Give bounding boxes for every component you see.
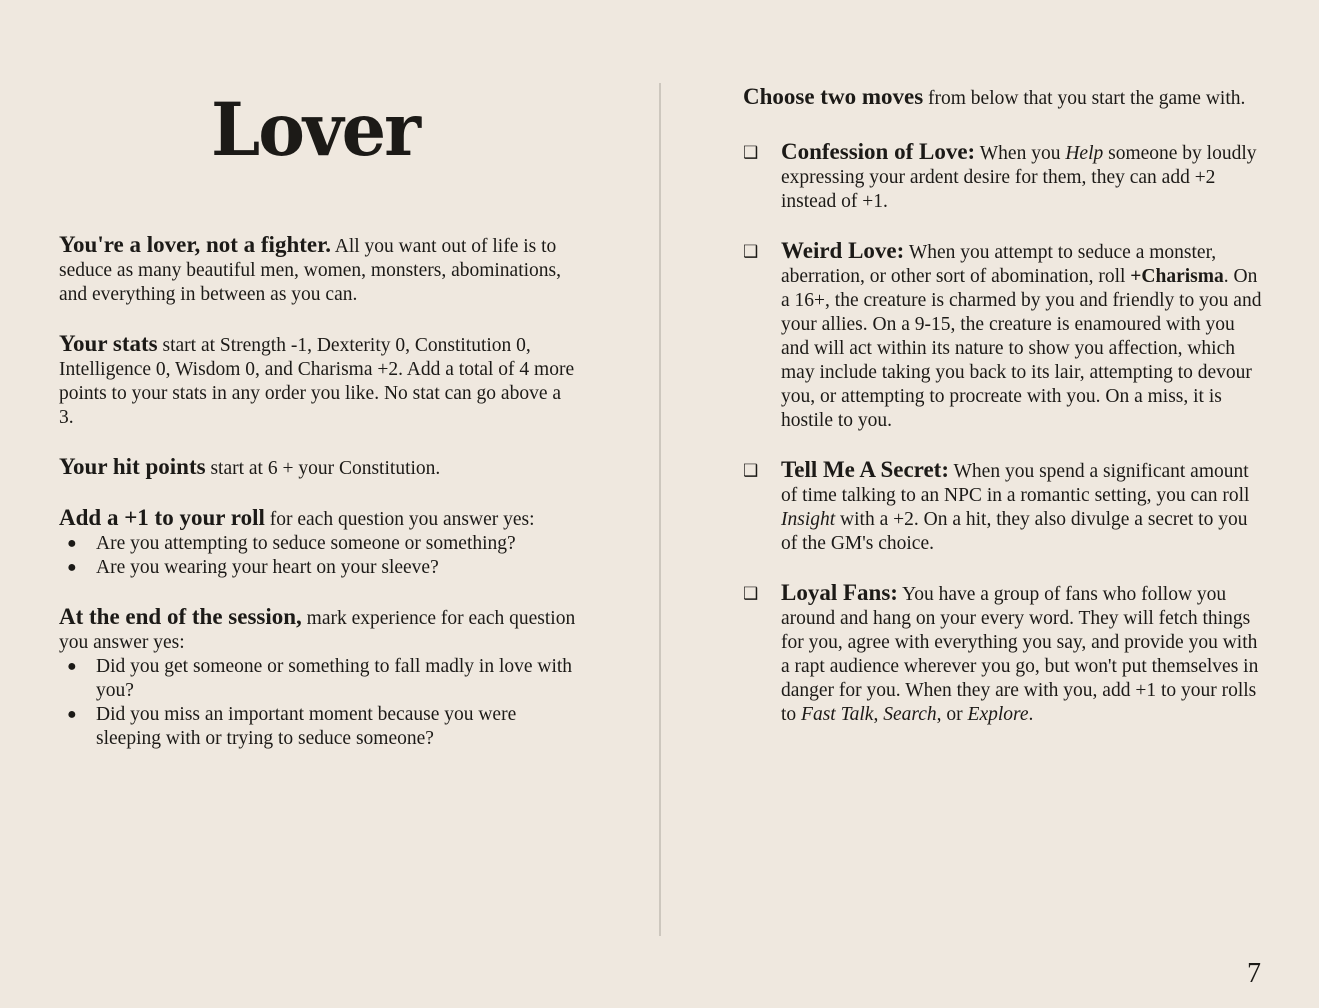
move-text: When you spend a significant amount of time talking to an NPC in a romantic setting, you can roll: [781, 461, 1250, 506]
move-weird-love: [743, 239, 1263, 433]
choose-moves-text: from below that you start the game with.: [923, 88, 1246, 109]
move-text: .: [1028, 704, 1034, 725]
move-name: Weird Love:: [781, 238, 905, 263]
list-item: [59, 655, 579, 703]
right-page: [743, 85, 1263, 752]
move-text: You have a group of fans who follow you around and hang on your every word. They will fetch things for you, agree with everything you say, and provide you with a rapt audience wherever you go, but won't put themselves in danger for you. When they are with you, add +1 to your rolls to: [781, 584, 1259, 725]
checkbox-icon[interactable]: ❑: [743, 584, 759, 603]
move-name: Loyal Fans:: [781, 580, 898, 605]
left-page: [59, 85, 579, 776]
session-end-section: [59, 605, 579, 751]
bullet-icon: ●: [67, 706, 77, 723]
move-text: When you attempt to seduce a monster, aberration, or other sort of abomination, roll: [781, 242, 1217, 287]
bullet-icon: ●: [67, 559, 77, 576]
stats-text: start at Strength -1, Dexterity 0, Constitution 0, Intelligence 0, Wisdom 0, and Charisma +2. Add a total of 4 more points to your stats in any order you like. No stat can go above a 3.: [59, 335, 575, 428]
class-title: Lover: [211, 85, 419, 174]
move-text: When you: [975, 143, 1066, 164]
move-tell-me-a-secret: [743, 458, 1263, 556]
checkbox-icon[interactable]: ❑: [743, 242, 759, 261]
checkbox-icon[interactable]: ❑: [743, 143, 759, 162]
move-text: someone by loudly expressing your ardent desire for them, they can add +2 instead of +1.: [781, 143, 1257, 212]
stats-lead: Your stats: [59, 331, 158, 356]
intro-lead: You're a lover, not a fighter.: [59, 232, 331, 257]
list-item: [59, 556, 579, 580]
roll-bonus-section: [59, 506, 579, 580]
move-strong: +Charisma: [1130, 266, 1224, 287]
choose-moves-paragraph: [743, 85, 1263, 111]
checkbox-icon[interactable]: ❑: [743, 461, 759, 480]
move-confession-of-love: [743, 140, 1263, 214]
hit-points-text: start at 6 + your Constitution.: [205, 458, 441, 479]
roll-bonus-questions: [59, 532, 579, 580]
question-text: Did you miss an important moment because you were sleeping with or trying to seduce someone?: [96, 704, 517, 749]
intro-text: All you want out of life is to seduce as many beautiful men, women, monsters, abominations, and everything in between as you can.: [59, 236, 562, 305]
move-name: Tell Me A Secret:: [781, 457, 949, 482]
move-emphasis: Help: [1065, 143, 1104, 164]
intro-paragraph: [59, 233, 579, 307]
stats-paragraph: [59, 332, 579, 430]
hit-points-lead: Your hit points: [59, 454, 206, 479]
bullet-icon: ●: [67, 535, 77, 552]
bullet-icon: ●: [67, 658, 77, 675]
session-end-paragraph: [59, 605, 579, 655]
move-text: with a +2. On a hit, they also divulge a secret to you of the GM's choice.: [781, 509, 1248, 554]
page-divider: [659, 83, 661, 936]
session-end-lead: At the end of the session,: [59, 604, 302, 629]
question-text: Are you wearing your heart on your sleeve?: [96, 557, 439, 578]
list-item: [59, 703, 579, 751]
page-number: 7: [1247, 958, 1261, 989]
move-name: Confession of Love:: [781, 139, 976, 164]
move-emphasis: Fast Talk: [801, 704, 874, 725]
list-item: [59, 532, 579, 556]
question-text: Are you attempting to seduce someone or something?: [96, 533, 516, 554]
roll-bonus-lead: Add a +1 to your roll: [59, 505, 265, 530]
roll-bonus-text: for each question you answer yes:: [264, 509, 535, 530]
choose-moves-lead: Choose two moves: [743, 84, 924, 109]
question-text: Did you get someone or something to fall madly in love with you?: [96, 656, 573, 701]
move-text: , or: [936, 704, 968, 725]
session-end-text: mark experience for each question you answer yes:: [59, 608, 576, 653]
roll-bonus-paragraph: [59, 506, 579, 532]
move-text: . On a 16+, the creature is charmed by you and friendly to you and your allies. On a 9-15, the creature is enamoured with you and will act within its nature to show you affection, which may include taking you back to its lair, attempting to devour you, or attempting to procreate with you. On a miss, it is hostile to you.: [781, 266, 1262, 431]
session-end-questions: [59, 655, 579, 751]
move-emphasis: Explore: [967, 704, 1029, 725]
move-emphasis: Insight: [781, 509, 836, 530]
move-emphasis: Search: [883, 704, 937, 725]
hit-points-paragraph: [59, 455, 579, 481]
move-text: ,: [873, 704, 884, 725]
move-loyal-fans: [743, 581, 1263, 727]
